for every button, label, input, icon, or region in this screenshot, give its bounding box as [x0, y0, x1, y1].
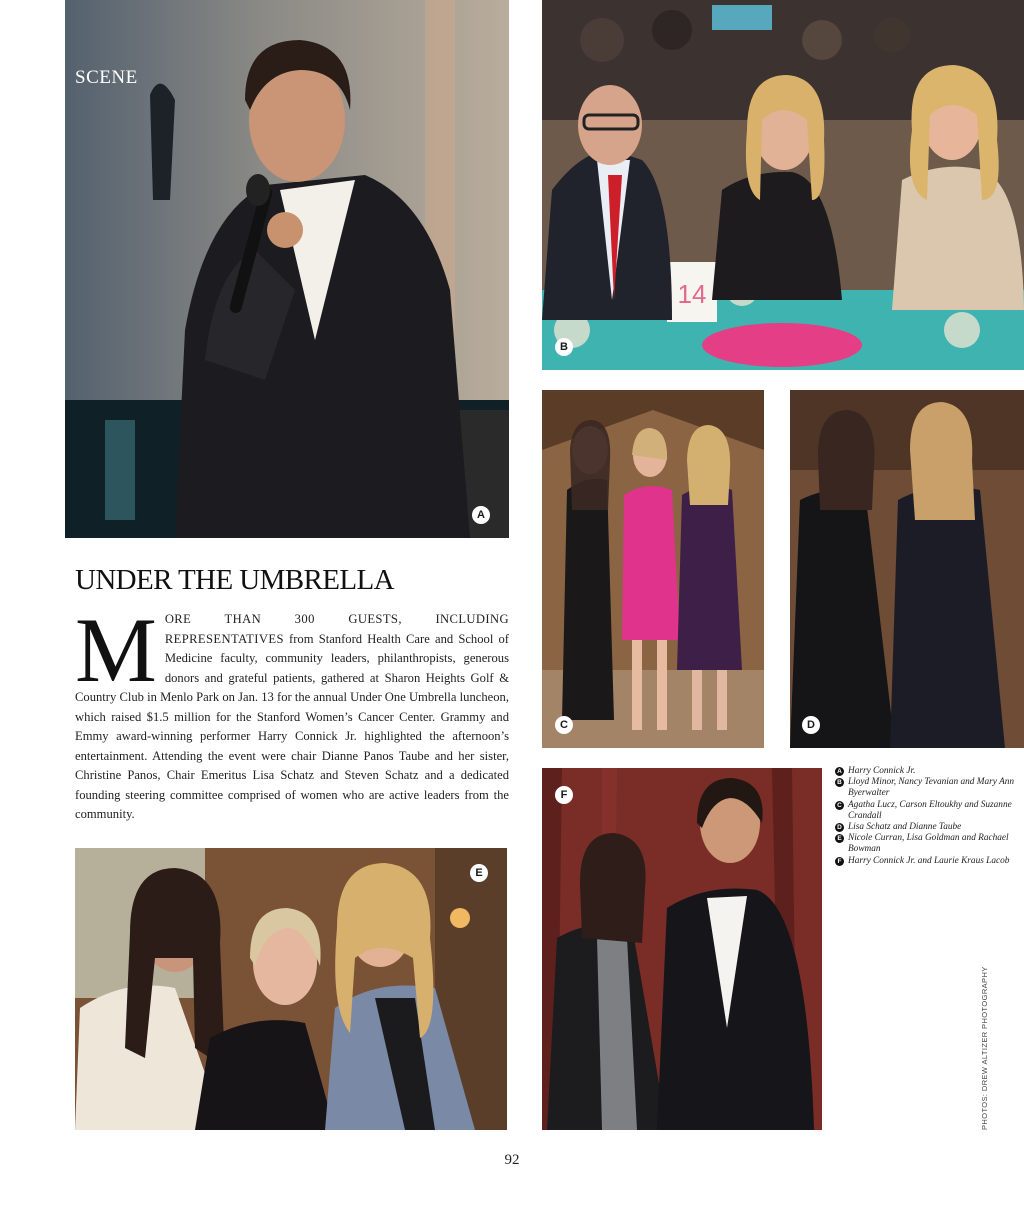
photo-captions [835, 766, 1015, 867]
section-label: SCENE [75, 67, 138, 88]
caption-a-text: Harry Connick Jr. [848, 766, 916, 776]
caption-a-letter: A [835, 767, 844, 776]
caption-f-text: Harry Connick Jr. and Laurie Kraus Lacob [848, 855, 1010, 866]
drop-cap: M [75, 599, 157, 701]
caption-c-text: Agatha Lucz, Carson Eltoukhy and Suzanne Crandall [848, 799, 1012, 821]
photo-b-table-number: 14 [677, 279, 707, 309]
caption-e-text: Nicole Curran, Lisa Goldman and Rachael Bowman [848, 833, 1009, 855]
caption-d-text: Lisa Schatz and Dianne Taube [848, 822, 962, 833]
caption-d-letter: D [835, 823, 844, 832]
story-body [75, 599, 509, 825]
photo-e-three-women [75, 848, 507, 1130]
caption-f-letter: F [835, 857, 844, 866]
caption-e [835, 833, 1015, 855]
caption-b-letter: B [835, 778, 844, 787]
story-lead-in: ORE THAN 300 GUESTS, INCLUDING REPRESENTATIVES [164, 612, 509, 646]
photo-c-badge: C [555, 716, 573, 734]
photo-b-table-group [542, 0, 1024, 370]
caption-d [835, 822, 1015, 833]
story-text: from Stanford Health Care and School of Medicine faculty, community leaders, philanthropists, generous donors and grateful patients, gathered at Sharon Heights Golf & Country Club in Menlo Park on Jan. 13 for the annual Under One Umbrella luncheon, which raised $1.5 million for the Stanford Women’s Cancer Center. Grammy and Emmy award-winning performer Harry Connick Jr. highlighted the afternoon’s entertainment. Attending the event were chair Dianne Panos Taube and her sister, Christine Panos, Chair Emeritus Lisa Schatz and Steven Schatz and a dedicated founding steering committee comprised of women who are active leaders from the community. [75, 631, 509, 821]
page-number: 92 [504, 1152, 520, 1168]
photo-b-badge: B [555, 338, 573, 356]
photo-f-badge: F [555, 786, 573, 804]
photo-c-three-women [542, 390, 764, 748]
caption-f [835, 856, 1015, 867]
caption-c [835, 800, 1015, 822]
caption-c-letter: C [835, 801, 844, 810]
photo-d-two-women [790, 390, 1024, 748]
photo-credit: PHOTOS: DREW ALTIZER PHOTOGRAPHY [980, 966, 989, 1130]
headline: UNDER THE UMBRELLA [75, 564, 394, 596]
caption-b-text: Lloyd Minor, Nancy Tevanian and Mary Ann Byerwalter [848, 777, 1015, 799]
photo-a-badge: A [472, 506, 490, 524]
photo-d-badge: D [802, 716, 820, 734]
photo-e-badge: E [470, 864, 488, 882]
caption-a [835, 766, 1015, 777]
caption-e-letter: E [835, 834, 844, 843]
caption-b [835, 777, 1015, 799]
photo-f-harry-and-guest [542, 768, 822, 1130]
